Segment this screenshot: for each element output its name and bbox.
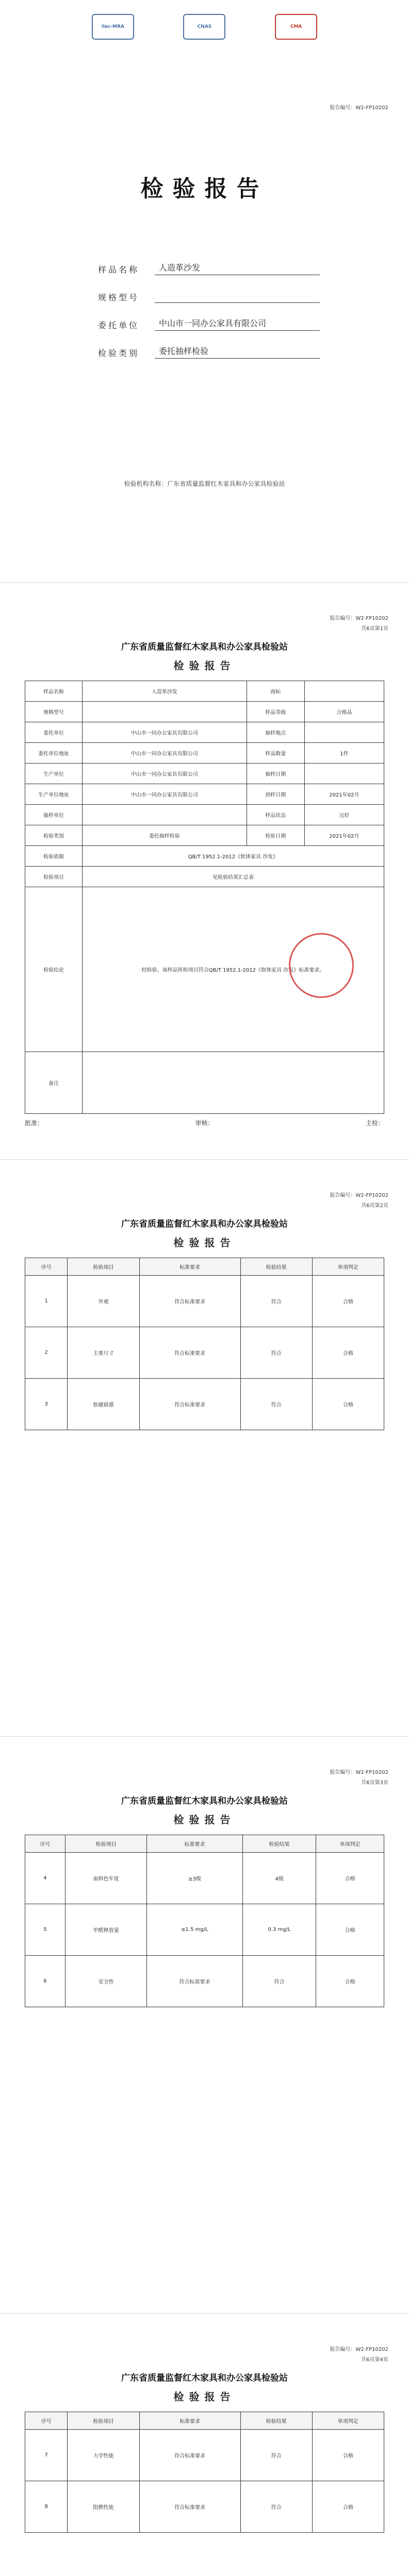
table-row: 5 甲醛释放量 ≤1.5 mg/L 0.3 mg/L 合格 — [25, 1904, 384, 1956]
summary-page — [0, 582, 409, 1160]
report-title: 检验报告 — [173, 2391, 236, 2403]
table-header: 序号 检验项目 标准要求 检验结果 单项判定 — [25, 1258, 384, 1276]
table-header: 序号 检验项目 标准要求 检验结果 单项判定 — [25, 1835, 384, 1853]
report-number: 报告编号：W2-FP10202 — [330, 1193, 388, 1198]
approver-label: 批准： — [25, 1120, 44, 1127]
table-row: 4 面料色牢度 ≥3级 4级 合格 — [25, 1853, 384, 1904]
institution-title: 广东省质量监督红木家具和办公家具检验站 — [121, 1796, 288, 1806]
table-row: 检验结论 经检验，该样品所检项目符合QB/T 1952.1-2012《软体家具 沙发》标准要求。 — [25, 887, 384, 1052]
results-page — [0, 1736, 409, 2314]
results-table — [25, 2412, 384, 2533]
cover-footer: 检验机构名称：广东省质量监督红木家具和办公家具检验站 — [124, 480, 285, 487]
table-row: 规格型号 样品等级 合格品 — [25, 702, 384, 722]
cover-page — [0, 0, 409, 582]
summary-table — [25, 681, 384, 1114]
table-row: 委托单位地址 中山市一同办公家具有限公司 样品数量 1件 — [25, 743, 384, 764]
results-table — [25, 1258, 384, 1430]
ilac-mra-logo: ilac-MRA — [92, 14, 134, 40]
table-row: 检验项目 见检验结果汇总表 — [25, 867, 384, 887]
table-row: 委托单位 中山市一同办公家具有限公司 抽样地点 — [25, 722, 384, 743]
inspector-label: 主检： — [365, 1120, 384, 1127]
table-header: 序号 检验项目 标准要求 检验结果 单项判定 — [25, 2412, 384, 2430]
cover-fields — [98, 247, 320, 359]
reviewer-label: 审核： — [195, 1120, 214, 1127]
signature-row — [25, 1118, 384, 1127]
table-row: 6 安全性 符合标准要求 符合 合格 — [25, 1956, 384, 2007]
table-row: 检验依据 QB/T 1952.1-2012《软体家具 沙发》 — [25, 846, 384, 867]
results-page — [0, 1159, 409, 1737]
cover-field: 样品名称 人造革沙发 — [98, 247, 320, 275]
page-number: 共6页第1页 — [361, 626, 388, 632]
table-row: 生产单位 中山市一同办公家具有限公司 抽样日期 — [25, 764, 384, 784]
table-row: 2 主要尺寸 符合标准要求 符合 合格 — [25, 1327, 384, 1379]
table-row: 样品名称 人造革沙发 商标 — [25, 681, 384, 702]
cover-field: 检验类别 委托抽样检验 — [98, 331, 320, 359]
accreditation-logos — [67, 11, 342, 42]
table-row: 备注 — [25, 1052, 384, 1114]
cover-title: 检验报告 — [140, 176, 269, 202]
table-row: 检验类别 委托抽样检验 检验日期 2021年02月 — [25, 825, 384, 846]
cma-logo: CMA — [275, 14, 317, 40]
table-row: 7 力学性能 符合标准要求 符合 合格 — [25, 2430, 384, 2481]
report-title: 检验报告 — [173, 659, 236, 672]
institution-title: 广东省质量监督红木家具和办公家具检验站 — [121, 2373, 288, 2383]
report-number: 报告编号：W2-FP10202 — [330, 616, 388, 621]
table-row: 3 软硬质感 符合标准要求 符合 合格 — [25, 1379, 384, 1430]
report-number: 报告编号：W2-FP10202 — [330, 105, 388, 111]
cover-field: 规格型号 — [98, 275, 320, 303]
table-row: 抽样单位 样品状态 完好 — [25, 805, 384, 825]
page-number: 共6页第4页 — [361, 2357, 388, 2363]
report-number: 报告编号：W2-FP10202 — [330, 2347, 388, 2352]
page-number: 共6页第2页 — [361, 1203, 388, 1209]
report-title: 检验报告 — [173, 1236, 236, 1249]
cover-field: 委托单位 中山市一同办公家具有限公司 — [98, 303, 320, 331]
institution-title: 广东省质量监督红木家具和办公家具检验站 — [121, 642, 288, 652]
table-row: 生产单位地址 中山市一同办公家具有限公司 到样日期 2021年02月 — [25, 784, 384, 805]
official-stamp — [289, 933, 354, 998]
cnas-logo: CNAS — [183, 14, 225, 40]
report-title: 检验报告 — [173, 1814, 236, 1826]
institution-title: 广东省质量监督红木家具和办公家具检验站 — [121, 1219, 288, 1229]
results-table — [25, 1835, 384, 2007]
table-row: 8 阻燃性能 符合标准要求 符合 合格 — [25, 2481, 384, 2533]
table-row: 1 外观 符合标准要求 符合 合格 — [25, 1276, 384, 1327]
page-number: 共6页第3页 — [361, 1780, 388, 1786]
report-number: 报告编号：W2-FP10202 — [330, 1770, 388, 1775]
results-page — [0, 2313, 409, 2576]
